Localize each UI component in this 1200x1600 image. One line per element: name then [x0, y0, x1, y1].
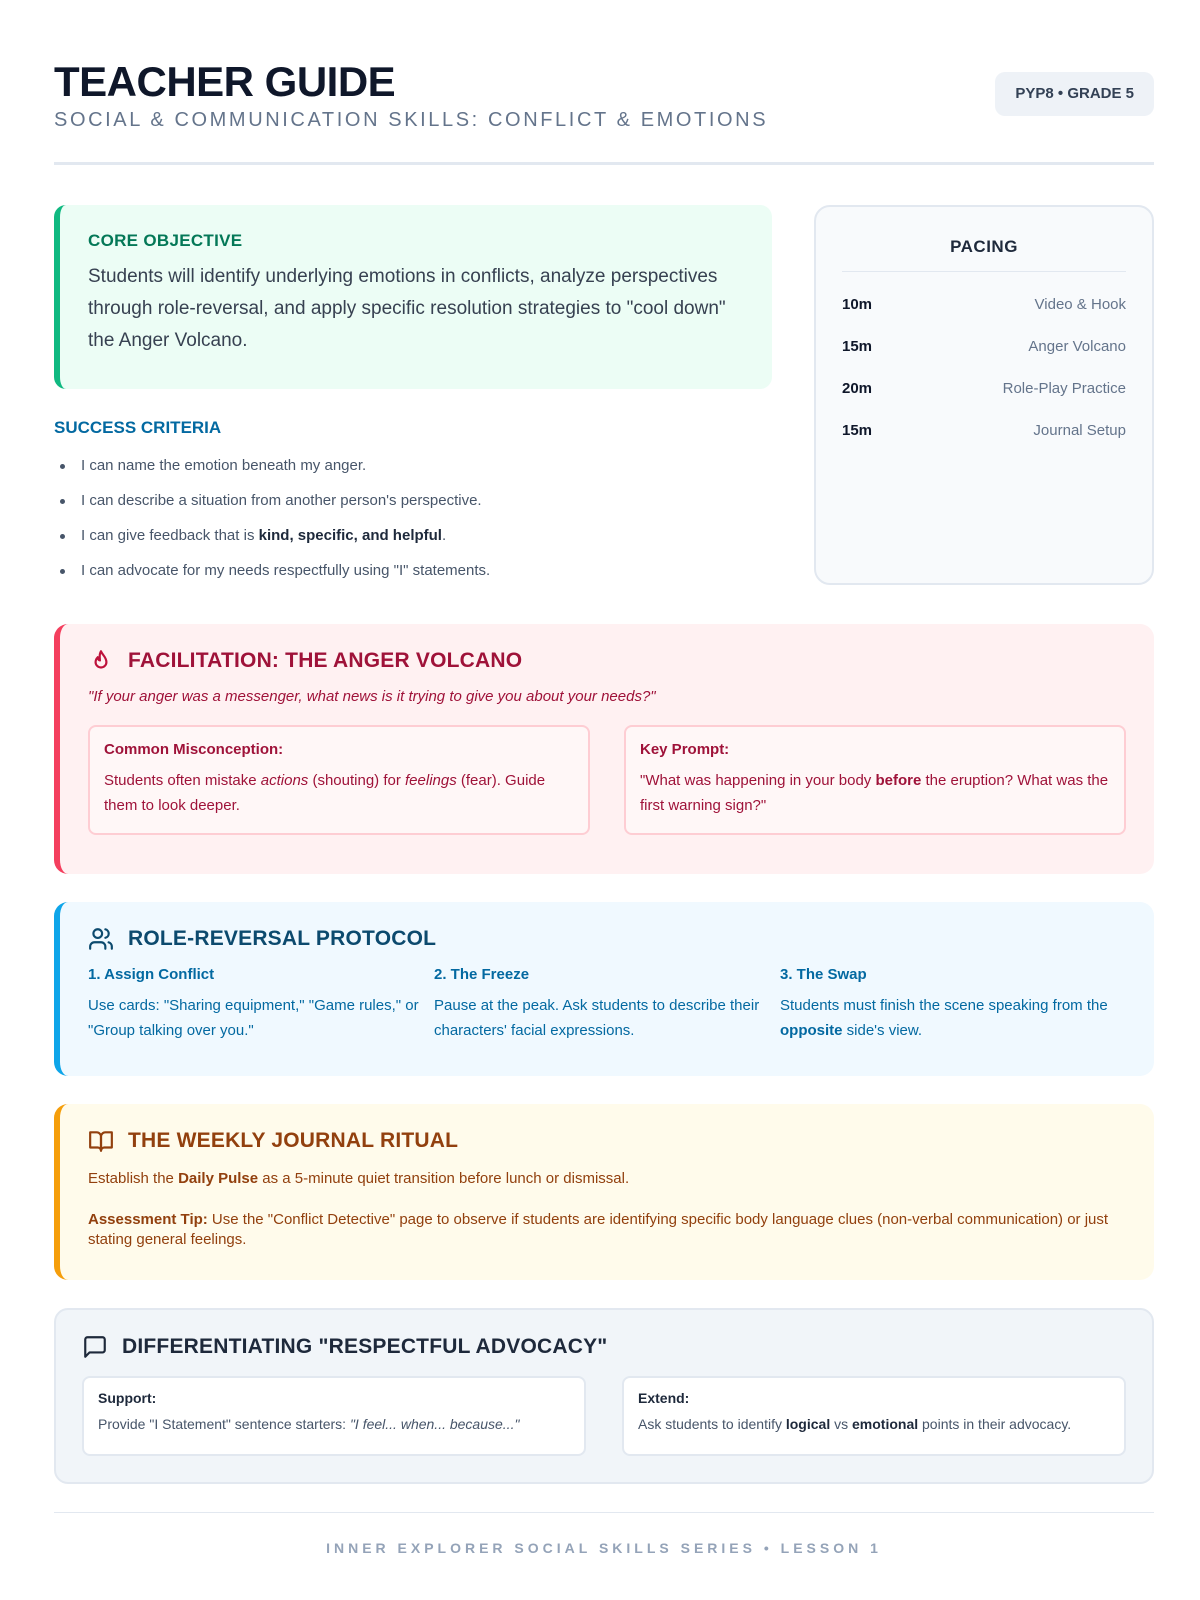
header: [54, 54, 1154, 164]
core-objective-text: Students will identify underlying emotions in conflicts, analyze perspectives through role-reversal, and apply specific resolution strategies to "cool down" the Anger Volcano.: [88, 266, 726, 351]
misconception-text: [104, 768, 574, 818]
support-text-part: Provide "I Statement" sentence starters:: [98, 1416, 350, 1432]
footer-divider: [54, 1512, 1154, 1513]
core-objective-label: CORE OBJECTIVE: [88, 231, 243, 250]
footer: INNER EXPLORER SOCIAL SKILLS SERIES • LESSON 1: [326, 1540, 882, 1556]
success-criteria-title: SUCCESS CRITERIA: [54, 418, 222, 437]
pacing-minutes: 15m: [842, 422, 873, 439]
journal-title: THE WEEKLY JOURNAL RITUAL: [128, 1129, 459, 1152]
pacing-minutes: 20m: [842, 380, 873, 397]
extend-text-part: Ask students to identify: [638, 1416, 786, 1432]
journal-text: [88, 1168, 1126, 1190]
pacing-row: [842, 410, 1126, 452]
role-step-text: Pause at the peak. Ask students to describe their characters' facial expressions.: [434, 997, 760, 1039]
criteria-item-text: I can give feedback that is: [81, 527, 255, 544]
facilitation-title: FACILITATION: THE ANGER VOLCANO: [128, 649, 523, 672]
role-step-text: [780, 993, 1126, 1043]
page-subtitle: SOCIAL & COMMUNICATION SKILLS: CONFLICT & EMOTIONS: [54, 109, 769, 131]
support-label: Support:: [98, 1390, 157, 1406]
criteria-item: [54, 518, 774, 553]
role-step: [434, 966, 780, 1043]
role-step-text-part: side's view.: [842, 1022, 923, 1039]
teacher-guide-page: [54, 0, 1154, 1600]
pacing-row: [842, 284, 1126, 326]
extend-text-part: points in their advocacy.: [918, 1416, 1072, 1432]
header-divider: [54, 162, 1154, 165]
page-title: TEACHER GUIDE: [54, 58, 396, 105]
key-prompt-text: [640, 768, 1110, 818]
misconception-box: [88, 725, 590, 835]
pacing-row: [842, 326, 1126, 368]
role-reversal-steps: [88, 966, 1126, 1043]
pacing-minutes: 10m: [842, 296, 873, 313]
criteria-item-emphasis: kind, specific, and helpful: [258, 527, 442, 544]
key-prompt-emphasis: before: [875, 772, 922, 789]
misconception-text-part: Students often mistake: [104, 772, 261, 789]
role-reversal-title: ROLE-REVERSAL PROTOCOL: [128, 927, 437, 950]
pacing-activity: Anger Volcano: [1028, 338, 1126, 355]
role-step-text: Use cards: "Sharing equipment," "Game rules," or "Group talking over you.": [88, 997, 419, 1039]
pacing-card: [814, 205, 1154, 585]
facilitation-quote: "If your anger was a messenger, what news is it trying to give you about your needs?": [88, 688, 656, 705]
differentiating-header: [82, 1334, 1126, 1360]
journal-text-part: Establish the: [88, 1170, 179, 1187]
criteria-item: I can advocate for my needs respectfully using "I" statements.: [54, 553, 774, 588]
users-icon: [88, 926, 114, 952]
role-step-emphasis: opposite: [780, 1022, 843, 1039]
journal-text-part: as a 5-minute quiet transition before lunch or dismissal.: [258, 1170, 630, 1187]
support-box: [82, 1376, 586, 1456]
role-step-text-part: Students must finish the scene speaking from the: [780, 997, 1108, 1014]
core-objective-card: [54, 205, 772, 389]
role-reversal-header: [88, 926, 1126, 952]
role-step: [780, 966, 1126, 1043]
criteria-item: I can describe a situation from another person's perspective.: [54, 483, 774, 518]
grade-badge: PYP8 • GRADE 5: [995, 72, 1154, 116]
pacing-activity: Role-Play Practice: [1002, 380, 1126, 397]
pacing-divider: [842, 271, 1126, 272]
differentiating-boxes: [82, 1376, 1126, 1456]
extend-emphasis: emotional: [852, 1416, 919, 1432]
pacing-title: PACING: [950, 237, 1018, 256]
misconception-text-part: (fear). Guide them to look deeper.: [104, 772, 546, 814]
key-prompt-box: [624, 725, 1126, 835]
journal-header: [88, 1128, 1126, 1154]
assessment-tip-label: Assessment Tip:: [88, 1211, 208, 1228]
support-text: [98, 1416, 570, 1432]
journal-emphasis: Daily Pulse: [178, 1170, 259, 1187]
key-prompt-text-part: "What was happening in your body: [640, 772, 876, 789]
key-prompt-text-part: the eruption? What was the first warning sign?": [640, 772, 1109, 814]
extend-box: [622, 1376, 1126, 1456]
extend-text-part: vs: [830, 1416, 852, 1432]
facilitation-boxes: [88, 725, 1126, 835]
chat-bubble-icon: [82, 1334, 108, 1360]
pacing-activity: Journal Setup: [1033, 422, 1126, 439]
extend-emphasis: logical: [785, 1416, 831, 1432]
facilitation-section: [54, 624, 1154, 874]
criteria-item: I can name the emotion beneath my anger.: [54, 448, 774, 483]
misconception-label: Common Misconception:: [104, 741, 284, 758]
assessment-tip: [88, 1210, 1126, 1250]
facilitation-header: [88, 648, 1126, 674]
success-criteria-list: [54, 448, 774, 588]
extend-label: Extend:: [638, 1390, 690, 1406]
pacing-activity: Video & Hook: [1034, 296, 1126, 313]
support-emphasis: "I feel... when... because...": [349, 1416, 520, 1432]
role-step-title: 2. The Freeze: [434, 966, 530, 983]
role-step-title: 1. Assign Conflict: [88, 966, 215, 983]
assessment-tip-text: Use the "Conflict Detective" page to observe if students are identifying specific body language clues (non-verbal communication) or just stating general feelings.: [88, 1211, 1109, 1248]
differentiating-title: DIFFERENTIATING "RESPECTFUL ADVOCACY": [122, 1335, 608, 1358]
misconception-emphasis: actions: [260, 772, 309, 789]
role-reversal-section: [54, 902, 1154, 1076]
misconception-text-part: (shouting) for: [308, 772, 406, 789]
open-book-icon: [88, 1128, 114, 1154]
pacing-minutes: 15m: [842, 338, 873, 355]
journal-section: [54, 1104, 1154, 1280]
role-step: [88, 966, 434, 1043]
misconception-emphasis: feelings: [405, 772, 457, 789]
flame-icon: [88, 648, 114, 674]
role-step-title: 3. The Swap: [780, 966, 867, 983]
pacing-row: [842, 368, 1126, 410]
key-prompt-label: Key Prompt:: [640, 741, 730, 758]
extend-text: [638, 1416, 1110, 1432]
differentiating-section: [54, 1308, 1154, 1484]
criteria-item-end: .: [441, 527, 447, 544]
